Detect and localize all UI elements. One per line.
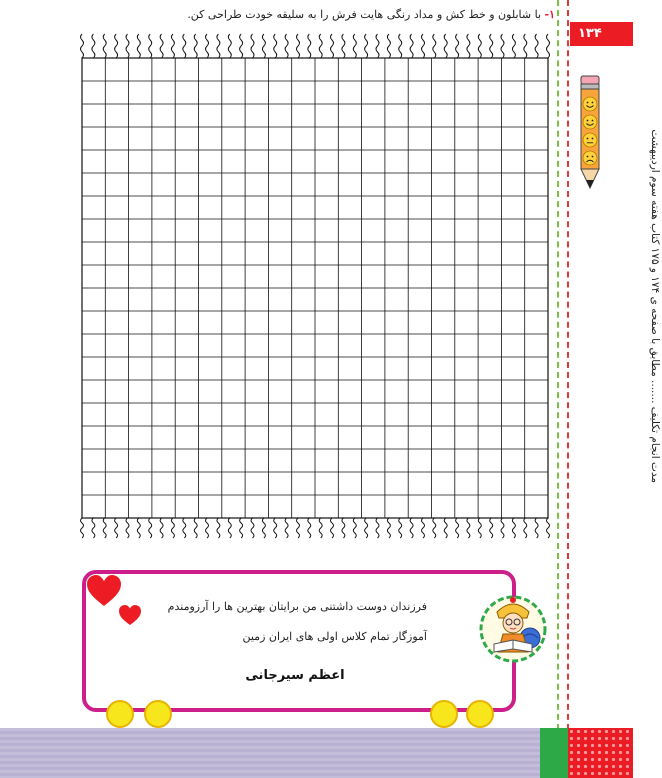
fringe-strand <box>490 34 493 58</box>
fringe-strand <box>194 518 197 538</box>
fringe-strand <box>240 518 243 538</box>
fringe-strand <box>422 34 425 58</box>
happy-face-icon <box>583 97 597 111</box>
fringe-strand <box>319 518 322 538</box>
bottom-red-dotted-block <box>568 728 633 778</box>
fringe-strand <box>422 518 425 538</box>
fringe-strand <box>512 34 515 58</box>
fringe-strand <box>217 34 220 58</box>
fringe-strand <box>251 34 254 58</box>
fringe-strand <box>160 518 163 538</box>
decorative-dot <box>106 700 134 728</box>
fringe-strand <box>285 34 288 58</box>
fringe-strand <box>376 34 379 58</box>
note-line-2: آموزگار تمام کلاس اولی های ایران زمین <box>242 630 427 643</box>
fringe-strand <box>149 34 152 58</box>
fringe-strand <box>353 34 356 58</box>
fringe-strand <box>228 34 231 58</box>
teacher-signature: اعظم سیرجانی <box>245 668 345 683</box>
fringe-strand <box>365 34 368 58</box>
fringe-strand <box>365 518 368 538</box>
grid-lines <box>82 58 548 518</box>
fringe-strand <box>149 518 152 538</box>
fringe-strand <box>81 34 84 58</box>
fringe-strand <box>308 518 311 538</box>
fringe-bottom <box>81 518 550 538</box>
fringe-strand <box>331 518 334 538</box>
fringe-strand <box>512 518 515 538</box>
fringe-strand <box>456 34 459 58</box>
bottom-green-block <box>540 728 568 778</box>
decorative-dot <box>144 700 172 728</box>
fringe-strand <box>478 34 481 58</box>
fringe-strand <box>262 34 265 58</box>
fringe-strand <box>194 34 197 58</box>
fringe-strand <box>92 34 95 58</box>
fringe-strand <box>535 34 538 58</box>
fringe-strand <box>81 518 84 538</box>
fringe-strand <box>547 518 550 538</box>
fringe-strand <box>308 34 311 58</box>
separator-red <box>567 0 569 740</box>
fringe-strand <box>353 518 356 538</box>
fringe-strand <box>171 518 174 538</box>
decorative-dot <box>430 700 458 728</box>
fringe-strand <box>524 518 527 538</box>
fringe-strand <box>126 34 129 58</box>
sad-face-icon <box>583 151 597 165</box>
instruction-text <box>170 8 555 21</box>
fringe-strand <box>342 518 345 538</box>
fringe-strand <box>297 518 300 538</box>
fringe-strand <box>524 34 527 58</box>
note-line-1: فرزندان دوست داشتنی من برایتان بهترین ها را آرزومندم <box>167 600 427 613</box>
fringe-strand <box>206 518 209 538</box>
fringe-strand <box>240 34 243 58</box>
fringe-strand <box>376 518 379 538</box>
fringe-strand <box>319 34 322 58</box>
fringe-strand <box>331 34 334 58</box>
fringe-strand <box>206 34 209 58</box>
fringe-strand <box>399 518 402 538</box>
fringe-strand <box>467 518 470 538</box>
fringe-strand <box>137 34 140 58</box>
fringe-strand <box>285 518 288 538</box>
fringe-strand <box>183 518 186 538</box>
fringe-strand <box>501 518 504 538</box>
fringe-strand <box>433 34 436 58</box>
fringe-strand <box>92 518 95 538</box>
exercise-number: ۱- <box>544 8 555 21</box>
fringe-strand <box>126 518 129 538</box>
fringe-strand <box>137 518 140 538</box>
fringe-strand <box>183 34 186 58</box>
fringe-strand <box>262 518 265 538</box>
decorative-dot <box>466 700 494 728</box>
fringe-strand <box>297 34 300 58</box>
fringe-strand <box>490 518 493 538</box>
fringe-strand <box>467 34 470 58</box>
neutral-face-icon <box>583 133 597 147</box>
fringe-strand <box>342 34 345 58</box>
instruction-body: با شابلون و خط کش و مداد رنگی هایت فرش را به سلیقه خودت طراحی کن. <box>187 8 541 21</box>
fringe-strand <box>274 518 277 538</box>
fringe-strand <box>501 34 504 58</box>
fringe-strand <box>160 34 163 58</box>
fringe-strand <box>171 34 174 58</box>
fringe-strand <box>274 34 277 58</box>
fringe-strand <box>478 518 481 538</box>
heart-icon <box>118 604 142 626</box>
fringe-strand <box>433 518 436 538</box>
fringe-strand <box>547 34 550 58</box>
fringe-strand <box>387 34 390 58</box>
separator-green <box>557 0 559 740</box>
happy-face-icon <box>583 115 597 129</box>
pencil-rating <box>576 74 604 196</box>
side-vertical-text: مدت انجام تکلیف ....... مطابق با صفحه ی ۱۷۴ و ۱۷۵ کتاب هفته سوم اردیبهشت <box>649 129 661 483</box>
fringe-strand <box>251 518 254 538</box>
fringe-strand <box>535 518 538 538</box>
fringe-strand <box>115 518 118 538</box>
fringe-strand <box>115 34 118 58</box>
fringe-strand <box>444 34 447 58</box>
carpet-grid <box>78 30 552 538</box>
fringe-strand <box>228 518 231 538</box>
bottom-lavender-band <box>0 728 540 778</box>
page-number-tab: ۱۳۴ <box>570 22 633 46</box>
fringe-strand <box>103 518 106 538</box>
fringe-strand <box>217 518 220 538</box>
fringe-top <box>81 34 550 58</box>
fringe-strand <box>399 34 402 58</box>
fringe-strand <box>103 34 106 58</box>
fringe-strand <box>410 34 413 58</box>
reading-girl-avatar <box>478 594 548 664</box>
fringe-strand <box>410 518 413 538</box>
fringe-strand <box>456 518 459 538</box>
heart-icon <box>86 574 122 608</box>
fringe-strand <box>387 518 390 538</box>
fringe-strand <box>444 518 447 538</box>
